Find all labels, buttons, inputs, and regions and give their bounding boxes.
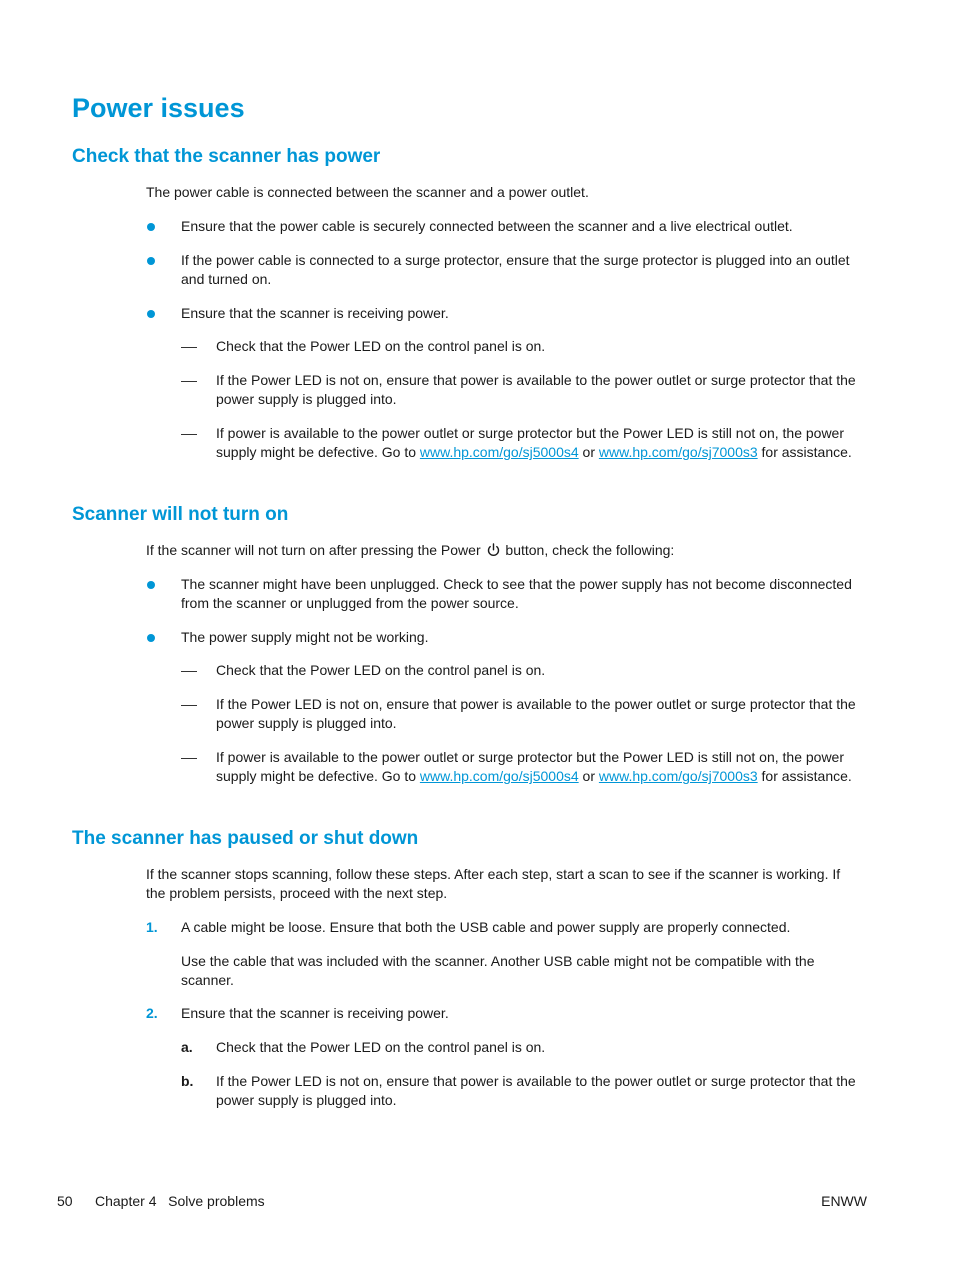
- bullet-icon: [147, 223, 155, 231]
- list-item: The scanner might have been unplugged. Check to see that the power supply has not become disconnected from the scanner or unplugged from the power source.: [181, 576, 852, 612]
- list-item: Ensure that the power cable is securely connected between the scanner and a live electrical outlet.: [181, 218, 793, 234]
- step-number: 2.: [146, 1005, 158, 1021]
- page-title: Power issues: [72, 93, 245, 123]
- dash-icon: [181, 381, 197, 382]
- sub-step-text: If the Power LED is not on, ensure that power is available to the power outlet or surge protector that the power supply is plugged into.: [216, 1073, 856, 1109]
- sub-list-item: Check that the Power LED on the control panel is on.: [216, 338, 546, 354]
- link-sj7000s3[interactable]: www.hp.com/go/sj7000s3: [598, 768, 758, 785]
- dash-icon: [181, 671, 197, 672]
- section-intro: The power cable is connected between the scanner and a power outlet.: [146, 184, 589, 200]
- link-sj5000s4[interactable]: www.hp.com/go/sj5000s4: [419, 444, 579, 461]
- dash-icon: [181, 347, 197, 348]
- list-item: If the power cable is connected to a surge protector, ensure that the surge protector is plugged into an outlet and turned on.: [181, 252, 850, 288]
- or-text: or: [578, 768, 599, 785]
- sub-list-item: Check that the Power LED on the control panel is on.: [216, 662, 546, 678]
- sub-step-label: b.: [181, 1073, 194, 1089]
- bullet-icon: [147, 257, 155, 265]
- intro-text: If the scanner will not turn on after pressing the Power: [146, 542, 485, 558]
- step-text: Ensure that the scanner is receiving power.: [181, 1005, 449, 1021]
- section-heading-check-power: Check that the scanner has power: [72, 146, 381, 167]
- bullet-icon: [147, 310, 155, 318]
- list-item: The power supply might not be working.: [181, 629, 429, 645]
- dash-icon: [181, 434, 197, 435]
- sub-step-text: Check that the Power LED on the control panel is on.: [216, 1039, 546, 1055]
- sub-list-text: If power is available to the power outlet or surge protector but the Power LED is still not on, the power supply might be defective. Go to: [216, 425, 844, 461]
- footer-chapter: Chapter 4 Solve problems: [95, 1193, 265, 1209]
- sub-list-item: [216, 748, 861, 787]
- section-intro: [146, 541, 858, 562]
- section-heading-paused-or-shut-down: The scanner has paused or shut down: [72, 828, 419, 849]
- bullet-icon: [147, 581, 155, 589]
- footer-code: ENWW: [821, 1193, 867, 1209]
- step-note: Use the cable that was included with the scanner. Another USB cable might not be compatible with the scanner.: [181, 953, 815, 989]
- section-intro: If the scanner stops scanning, follow these steps. After each step, start a scan to see if the scanner is working. If the problem persists, proceed with the next step.: [146, 866, 841, 902]
- sub-list-text: for assistance.: [757, 768, 852, 785]
- sub-list-text: for assistance.: [757, 444, 852, 461]
- step-number: 1.: [146, 919, 158, 935]
- link-sj5000s4[interactable]: www.hp.com/go/sj5000s4: [419, 768, 579, 785]
- sub-list-item: If the Power LED is not on, ensure that power is available to the power outlet or surge protector that the power supply is plugged into.: [216, 372, 856, 408]
- link-sj7000s3[interactable]: www.hp.com/go/sj7000s3: [598, 444, 758, 461]
- bullet-icon: [147, 634, 155, 642]
- dash-icon: [181, 705, 197, 706]
- or-text: or: [578, 444, 599, 461]
- sub-step-label: a.: [181, 1039, 193, 1055]
- sub-list-item: If the Power LED is not on, ensure that power is available to the power outlet or surge protector that the power supply is plugged into.: [216, 696, 856, 732]
- page-number: 50: [57, 1193, 73, 1209]
- step-text: A cable might be loose. Ensure that both the USB cable and power supply are properly connected.: [181, 919, 791, 935]
- section-heading-will-not-turn-on: Scanner will not turn on: [72, 504, 289, 525]
- intro-text: button, check the following:: [501, 542, 675, 558]
- sub-list-item: [216, 424, 861, 463]
- dash-icon: [181, 758, 197, 759]
- sub-list-text: If power is available to the power outlet or surge protector but the Power LED is still not on, the power supply might be defective. Go to: [216, 749, 844, 785]
- list-item: Ensure that the scanner is receiving power.: [181, 305, 449, 321]
- power-icon: [487, 543, 500, 562]
